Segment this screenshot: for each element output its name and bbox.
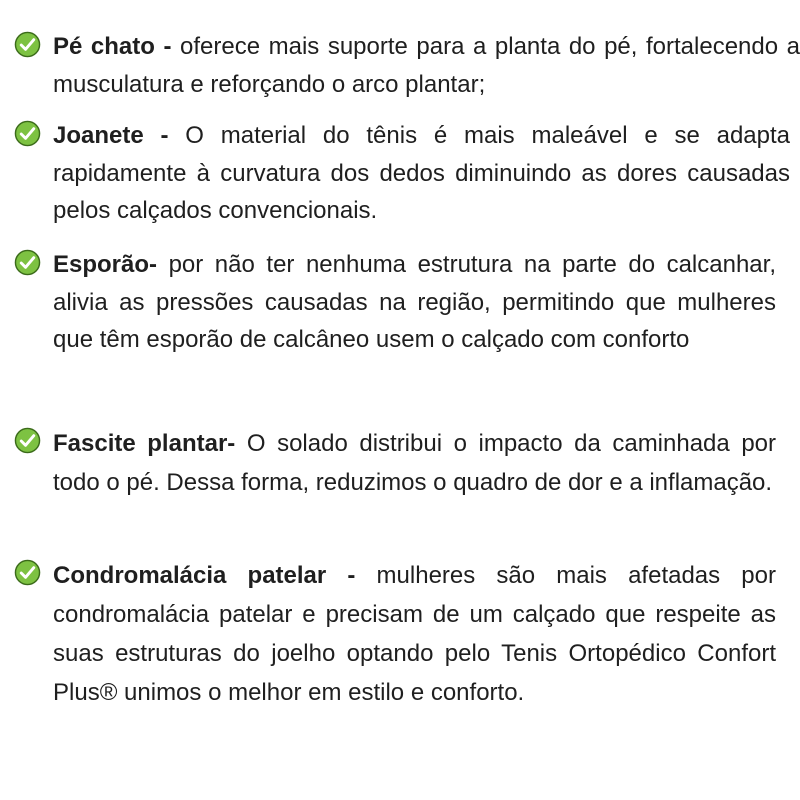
item-text xyxy=(53,28,800,103)
item-title: Joanete - xyxy=(53,122,169,149)
item-text xyxy=(53,424,776,502)
list-item xyxy=(14,246,776,359)
item-title: Pé chato - xyxy=(53,33,172,60)
item-text xyxy=(53,556,776,712)
item-body: por não ter nenhuma estrutura na parte do calcanhar, alivia as pressões causadas na região, permitindo que mulheres que têm esporão de calcâneo usem o calçado com conforto xyxy=(53,251,776,353)
item-body: O solado distribui o impacto da caminhada por todo o pé. Dessa forma, reduzimos o quadro de dor e a inflamação. xyxy=(53,430,777,496)
item-text xyxy=(53,246,776,359)
list-item xyxy=(14,556,776,712)
check-circle-icon xyxy=(14,249,41,276)
item-title: Condromalácia patelar - xyxy=(53,562,356,589)
list-item xyxy=(14,117,790,230)
check-circle-icon xyxy=(14,559,41,586)
item-body: oferece mais suporte para a planta do pé, fortalecendo a musculatura e reforçando o arco plantar; xyxy=(53,33,800,98)
item-title: Esporão- xyxy=(53,251,158,278)
check-circle-icon xyxy=(14,427,41,454)
list-item xyxy=(14,28,800,103)
item-title: Fascite plantar- xyxy=(53,430,236,457)
check-circle-icon xyxy=(14,31,41,58)
item-text xyxy=(53,117,790,230)
check-circle-icon xyxy=(14,120,41,147)
item-body: O material do tênis é mais maleável e se adapta rapidamente à curvatura dos dedos diminuindo as dores causadas pelos calçados convencionais. xyxy=(53,122,791,224)
item-body: mulheres são mais afetadas por condromalácia patelar e precisam de um calçado que respeite as suas estruturas do joelho optando pelo Tenis Ortopédico Confort Plus® unimos o melhor em estilo e conforto. xyxy=(53,562,776,706)
list-item xyxy=(14,424,776,502)
